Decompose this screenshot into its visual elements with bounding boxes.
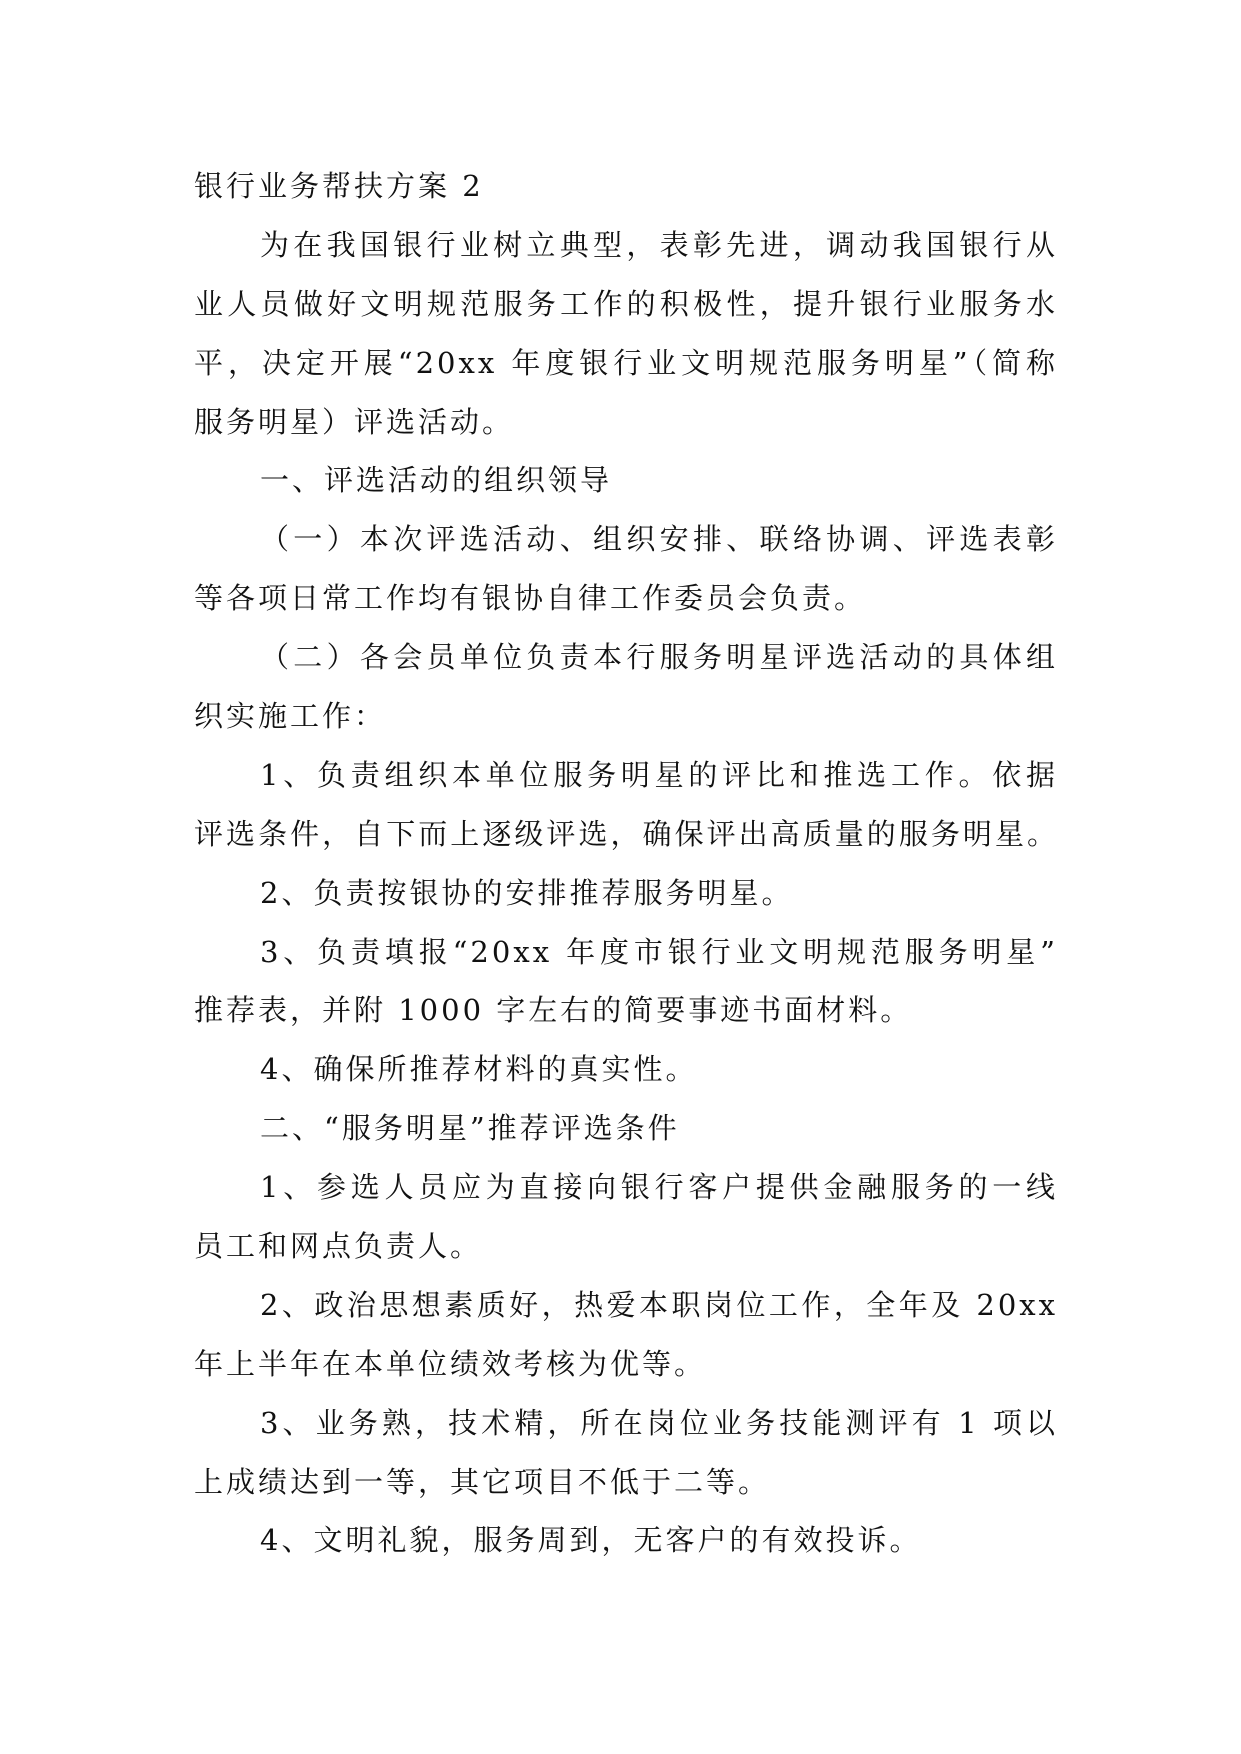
section-heading-text: 二、“服务明星”推荐评选条件 bbox=[260, 1111, 680, 1146]
paragraph-line: 服务明星）评选活动。 bbox=[194, 404, 515, 439]
paragraph-line: 员工和网点负责人。 bbox=[194, 1229, 483, 1264]
paragraph-line: 1、负责组织本单位服务明星的评比和推选工作。依据 bbox=[260, 757, 1058, 792]
paragraph-line: 3、负责填报“20xx 年度市银行业文明规范服务明星” bbox=[260, 934, 1058, 969]
paragraph-line: 推荐表，并附 1000 字左右的简要事迹书面材料。 bbox=[194, 993, 913, 1028]
document-body bbox=[194, 157, 1058, 1570]
section-heading bbox=[194, 451, 1058, 510]
paragraph-line: 4、确保所推荐材料的真实性。 bbox=[260, 1052, 698, 1087]
paragraph-line: 上成绩达到一等，其它项目不低于二等。 bbox=[194, 1464, 771, 1499]
list-item bbox=[194, 1394, 1058, 1512]
list-item bbox=[194, 1276, 1058, 1394]
paragraph-line: 年上半年在本单位绩效考核为优等。 bbox=[194, 1346, 707, 1381]
list-item bbox=[194, 923, 1058, 1041]
paragraph bbox=[194, 628, 1058, 746]
paragraph-line: 评选条件，自下而上逐级评选，确保评出高质量的服务明星。 bbox=[194, 816, 1058, 851]
paragraph-line: 1、参选人员应为直接向银行客户提供金融服务的一线 bbox=[260, 1170, 1058, 1205]
section-heading-text: 一、评选活动的组织领导 bbox=[260, 463, 613, 498]
paragraph bbox=[194, 510, 1058, 628]
paragraph-line: 为在我国银行业树立典型，表彰先进，调动我国银行从 bbox=[260, 227, 1058, 262]
paragraph-intro bbox=[194, 216, 1058, 452]
list-item bbox=[194, 1158, 1058, 1276]
list-item bbox=[194, 746, 1058, 864]
section-heading bbox=[194, 1099, 1058, 1158]
list-item bbox=[194, 1511, 1058, 1570]
paragraph-line: （二）各会员单位负责本行服务明星评选活动的具体组 bbox=[260, 640, 1058, 675]
paragraph-line: 4、文明礼貌，服务周到，无客户的有效投诉。 bbox=[260, 1523, 922, 1558]
paragraph-line: 织实施工作： bbox=[194, 699, 387, 734]
paragraph-line: 业人员做好文明规范服务工作的积极性，提升银行业服务水 bbox=[194, 286, 1058, 321]
document-title: 银行业务帮扶方案 2 bbox=[194, 169, 484, 203]
paragraph-line: 2、政治思想素质好，热爱本职岗位工作，全年及 20xx bbox=[260, 1287, 1058, 1322]
paragraph-line: 3、业务熟，技术精，所在岗位业务技能测评有 1 项以 bbox=[260, 1405, 1058, 1440]
paragraph-line: 2、负责按银协的安排推荐服务明星。 bbox=[260, 875, 794, 910]
list-item bbox=[194, 1040, 1058, 1099]
list-item bbox=[194, 864, 1058, 923]
paragraph-line: 等各项日常工作均有银协自律工作委员会负责。 bbox=[194, 581, 867, 616]
paragraph-line: 平，决定开展“20xx 年度银行业文明规范服务明星”（简称 bbox=[194, 345, 1058, 380]
paragraph-line: （一）本次评选活动、组织安排、联络协调、评选表彰 bbox=[260, 522, 1058, 557]
